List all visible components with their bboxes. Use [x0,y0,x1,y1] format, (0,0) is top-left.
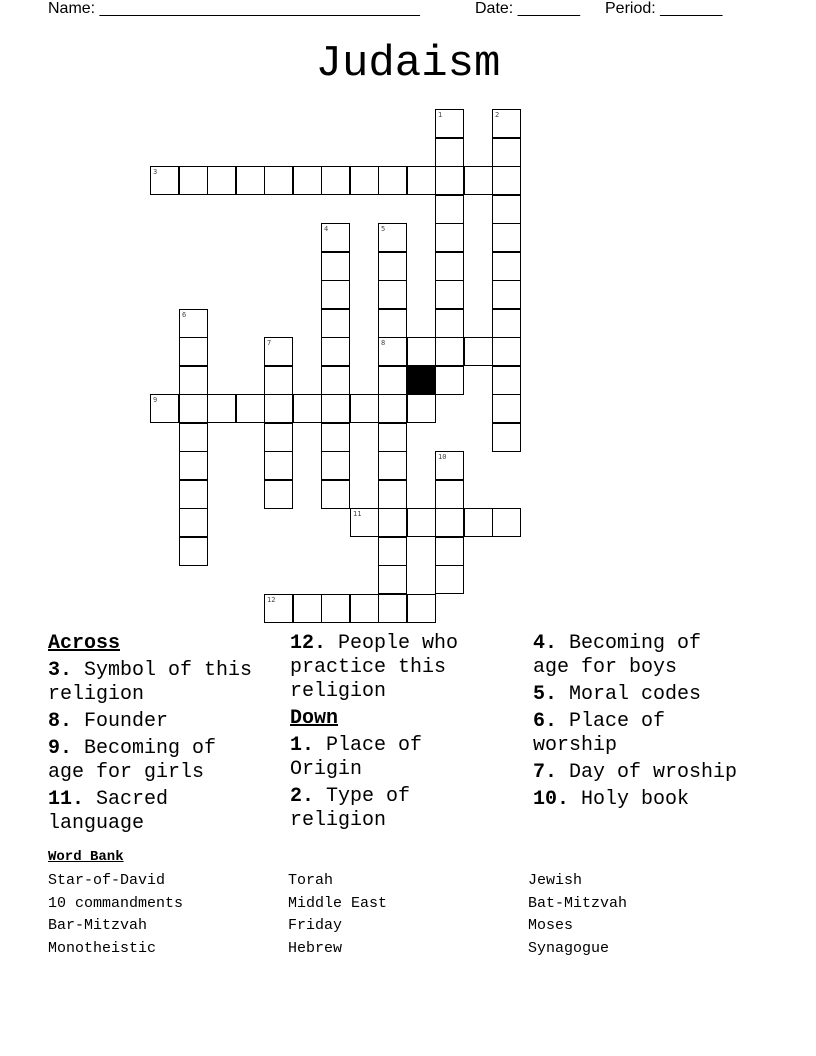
crossword-cell[interactable] [179,423,208,452]
crossword-cell[interactable] [378,594,407,623]
crossword-cell[interactable] [435,565,464,594]
crossword-cell[interactable] [435,223,464,252]
clue-text: Day of wroship [569,761,738,784]
word-bank-word: Monotheistic [48,939,157,957]
crossword-cell[interactable] [492,166,521,195]
word-bank-word: Star-of-David [48,872,166,889]
crossword-cell[interactable] [435,309,464,338]
crossword-cell[interactable] [321,280,350,309]
clue-down-1 [290,734,505,782]
crossword-cell[interactable] [321,252,350,281]
crossword-cell[interactable] [378,451,407,480]
clue-text: Sacred language [48,788,169,835]
crossword-cell[interactable] [179,451,208,480]
clue-number-label: 6 [182,311,187,319]
crossword-cell[interactable] [321,366,350,395]
crossword-cell[interactable] [407,166,436,195]
clues-column-2 [290,632,505,836]
crossword-cell[interactable] [378,309,407,338]
clue-number: 4. [533,632,558,655]
clue-number: 8. [48,710,73,733]
crossword-cell[interactable] [492,366,521,395]
clue-text: Place of worship [533,710,666,757]
crossword-cell[interactable] [207,394,236,423]
clue-across-3 [48,659,263,707]
crossword-cell[interactable] [321,451,350,480]
clue-number-label: 4 [324,225,329,233]
clue-across-9 [48,737,263,785]
clue-down-6 [533,710,748,758]
clues-column-3 [533,632,748,815]
clue-down-5 [533,683,748,707]
crossword-cell[interactable] [179,337,208,366]
clue-text: Becoming of age for boys [533,632,702,679]
word-bank-column-2 [288,870,387,960]
crossword-cell[interactable] [264,451,293,480]
crossword-cell[interactable] [350,394,379,423]
crossword-cell[interactable] [378,166,407,195]
crossword-cell[interactable] [321,594,350,623]
clue-number: 2. [290,785,315,808]
clue-number: 11. [48,788,85,811]
crossword-cell[interactable] [492,252,521,281]
clue-across-8 [48,710,263,734]
word-bank-title: Word Bank [48,849,124,865]
crossword-cell[interactable] [378,537,407,566]
clue-number-label: 12 [267,596,276,604]
crossword-cell[interactable] [179,537,208,566]
clue-down-10 [533,788,748,812]
clue-text: Holy book [581,788,690,811]
crossword-cell[interactable] [407,394,436,423]
clue-number: 3. [48,659,73,682]
clue-number-label: 3 [153,168,158,176]
word-bank-word: Friday [288,917,343,935]
crossword-cell[interactable] [293,594,322,623]
word-bank-column-3 [528,870,627,960]
crossword-grid [150,109,525,625]
word-bank-column-1 [48,870,183,960]
crossword-cell[interactable] [321,166,350,195]
across-heading: Across [48,632,121,655]
crossword-cell[interactable] [407,508,436,537]
clues-column-1 [48,632,263,839]
crossword-cell[interactable] [321,480,350,509]
crossword-cell[interactable] [378,252,407,281]
crossword-cell[interactable] [350,594,379,623]
name-field-label: Name: ____________________________________ [48,0,420,17]
crossword-cell[interactable] [435,166,464,195]
crossword-cell[interactable] [179,166,208,195]
clue-text: Moral codes [569,683,702,706]
crossword-cell[interactable] [407,594,436,623]
clue-number: 10. [533,788,570,811]
crossword-cell[interactable] [435,252,464,281]
crossword-cell[interactable] [293,166,322,195]
crossword-cell[interactable] [350,166,379,195]
crossword-cell[interactable] [378,280,407,309]
word-bank-word: Jewish [528,872,583,889]
crossword-cell[interactable] [264,166,293,195]
clue-number-label: 5 [381,225,386,233]
crossword-cell[interactable] [492,337,521,366]
word-bank-word: Torah [288,872,334,889]
crossword-cell[interactable] [492,394,521,423]
crossword-cell[interactable] [236,394,265,423]
crossword-cell[interactable] [207,166,236,195]
clue-down-4 [533,632,748,680]
word-bank-word: Moses [528,917,574,935]
clue-number: 1. [290,734,315,757]
clue-number-label: 9 [153,396,158,404]
crossword-cell[interactable] [264,480,293,509]
crossword-cell[interactable] [321,309,350,338]
word-bank-word: Bar-Mitzvah [48,917,148,935]
crossword-cell[interactable] [492,508,521,537]
crossword-cell[interactable] [378,565,407,594]
page-title: Judaism [315,39,501,89]
word-bank-word: Bat-Mitzvah [528,894,628,912]
crossword-cell[interactable] [179,366,208,395]
crossword-cell[interactable] [492,223,521,252]
crossword-cell[interactable] [435,537,464,566]
clue-number: 9. [48,737,73,760]
crossword-cell[interactable] [378,480,407,509]
word-bank-word: Hebrew [288,939,343,957]
crossword-cell[interactable] [492,280,521,309]
crossword-cell[interactable] [378,366,407,395]
down-heading: Down [290,707,339,730]
crossword-cell[interactable] [264,394,293,423]
crossword-cell[interactable] [378,508,407,537]
clue-text: Symbol of this religion [48,659,253,706]
word-bank-word: 10 commandments [48,894,184,912]
crossword-cell[interactable] [407,337,436,366]
crossword-cell[interactable] [321,337,350,366]
crossword-cell[interactable] [435,508,464,537]
clue-number: 5. [533,683,558,706]
crossword-cell[interactable] [293,394,322,423]
crossword-cell[interactable] [264,423,293,452]
crossword-cell[interactable] [378,394,407,423]
crossword-cell[interactable] [179,480,208,509]
crossword-cell[interactable] [435,480,464,509]
clue-across-11 [48,788,263,836]
period-field-label: Period: _______ [605,0,723,17]
crossword-cell[interactable] [464,337,493,366]
crossword-cell[interactable] [435,337,464,366]
clue-number: 6. [533,710,558,733]
clue-number-label: 8 [381,339,386,347]
crossword-cell[interactable] [435,195,464,224]
clue-number-label: 10 [438,453,447,461]
crossword-cell[interactable] [492,195,521,224]
clue-across-12 [290,632,505,704]
crossword-cell[interactable] [435,138,464,167]
clue-number-label: 11 [353,510,362,518]
clue-text: Becoming of age for girls [48,737,217,784]
crossword-cell[interactable] [179,394,208,423]
clue-number: 12. [290,632,327,655]
crossword-cell[interactable] [264,366,293,395]
clue-text: Type of religion [290,785,411,832]
clue-number: 7. [533,761,558,784]
date-field-label: Date: _______ [475,0,580,17]
clue-number-label: 2 [495,111,500,119]
crossword-cell[interactable] [464,508,493,537]
clue-text: Place of Origin [290,734,423,781]
word-bank-word: Middle East [288,894,388,912]
crossword-cell[interactable] [179,508,208,537]
blocked-cell [407,366,436,395]
crossword-cell[interactable] [435,280,464,309]
worksheet-header [48,0,788,20]
crossword-cell[interactable] [378,423,407,452]
crossword-cell[interactable] [435,366,464,395]
clue-number-label: 1 [438,111,443,119]
clue-text: People who practice this religion [290,632,459,703]
clue-down-7 [533,761,748,785]
crossword-cell[interactable] [464,166,493,195]
word-bank-word: Synagogue [528,939,610,957]
crossword-cell[interactable] [492,423,521,452]
clue-text: Founder [84,710,169,733]
clue-down-2 [290,785,505,833]
crossword-cell[interactable] [321,423,350,452]
clue-number-label: 7 [267,339,272,347]
crossword-cell[interactable] [321,394,350,423]
crossword-cell[interactable] [236,166,265,195]
crossword-cell[interactable] [492,138,521,167]
crossword-cell[interactable] [492,309,521,338]
